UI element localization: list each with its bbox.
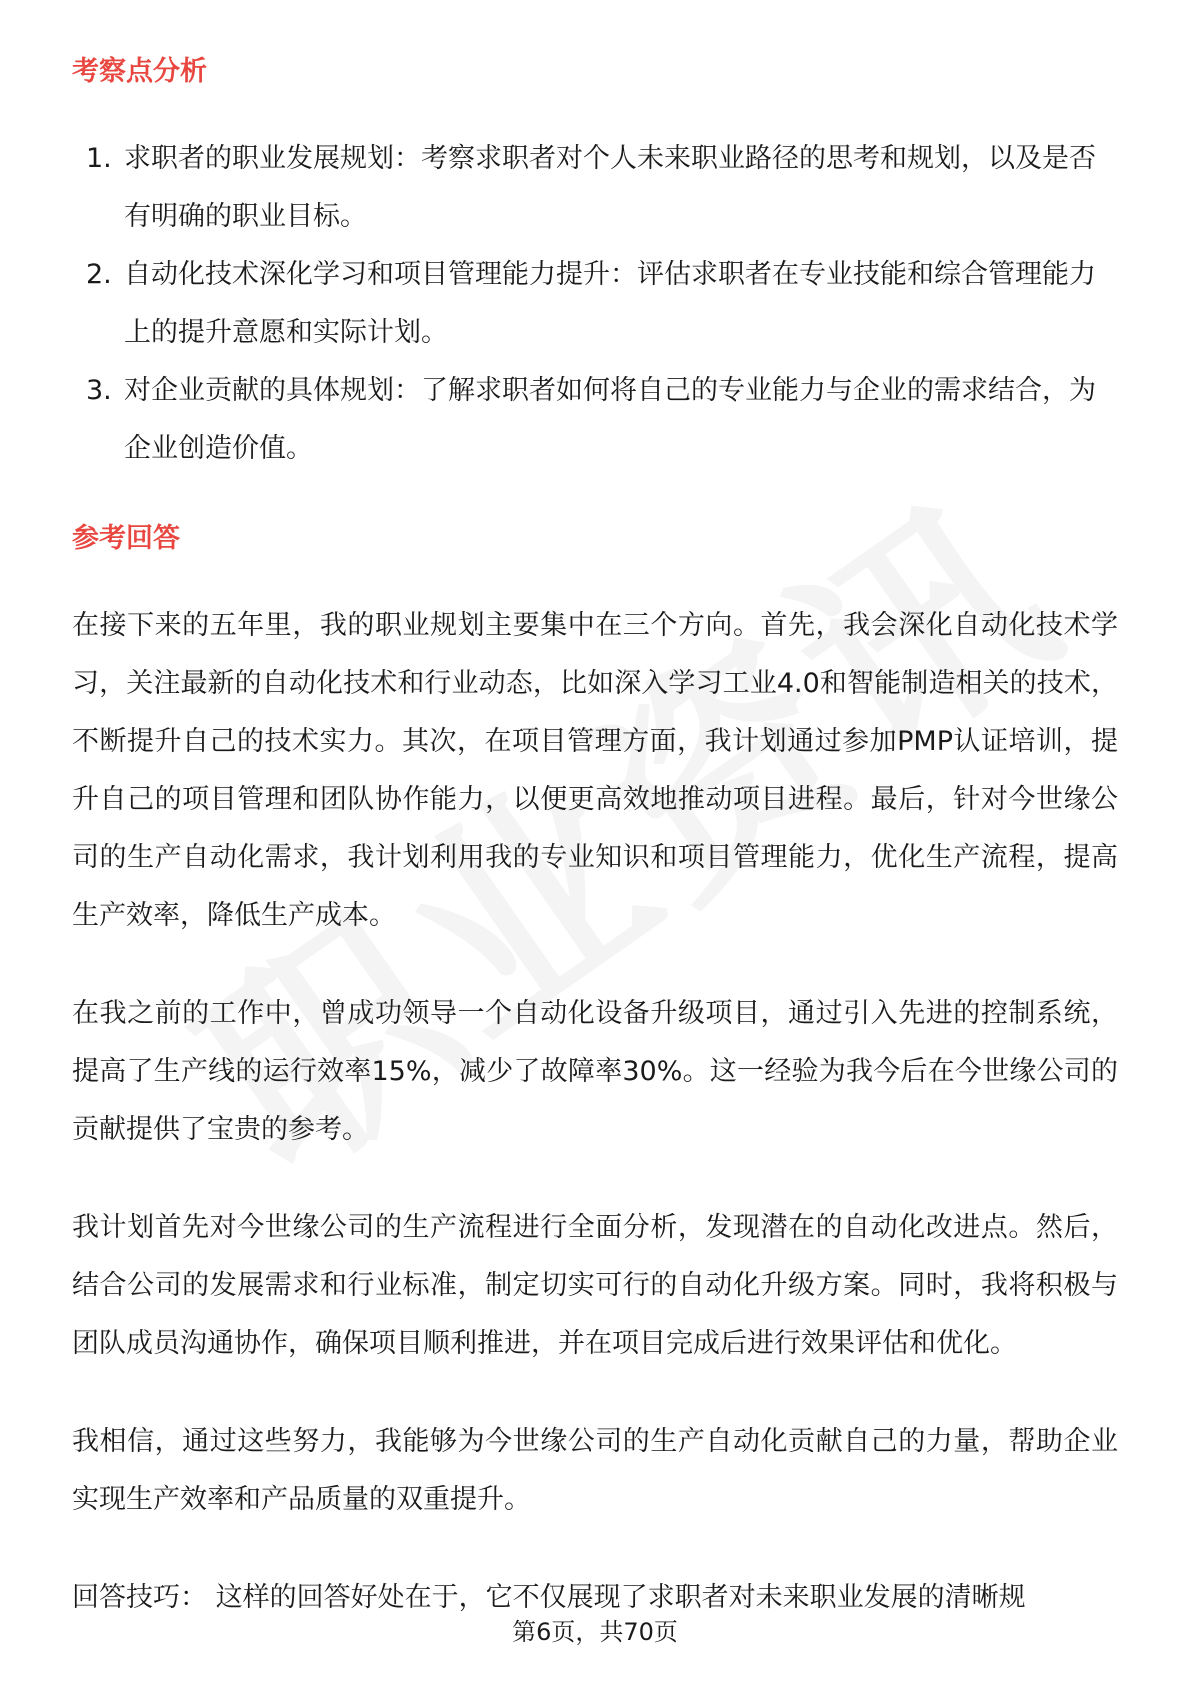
point-text: 求职者的职业发展规划：考察求职者对个人未来职业路径的思考和规划，以及是否有明确的职业目标。 xyxy=(124,143,1096,232)
point-number: 2. xyxy=(86,259,112,290)
answer-tip: 回答技巧： 这样的回答好处在于，它不仅展现了求职者对未来职业发展的清晰规 xyxy=(72,1582,1026,1613)
analysis-point xyxy=(72,362,1118,478)
answer-paragraph: 在我之前的工作中，曾成功领导一个自动化设备升级项目，通过引入先进的控制系统，提高了生产线的运行效率15%，减少了故障率30%。这一经验为我今后在今世缘公司的贡献提供了宝贵的参考。 xyxy=(72,998,1118,1145)
analysis-points-list xyxy=(72,130,1118,478)
point-number: 3. xyxy=(86,375,112,406)
section-title-analysis: 考察点分析 xyxy=(72,56,207,87)
answer-paragraph: 我计划首先对今世缘公司的生产流程进行全面分析，发现潜在的自动化改进点。然后，结合公司的发展需求和行业标准，制定切实可行的自动化升级方案。同时，我将积极与团队成员沟通协作，确保项目顺利推进，并在项目完成后进行效果评估和优化。 xyxy=(72,1212,1118,1359)
point-number: 1. xyxy=(86,143,112,174)
point-text: 自动化技术深化学习和项目管理能力提升：评估求职者在专业技能和综合管理能力上的提升意愿和实际计划。 xyxy=(124,259,1096,348)
point-text: 对企业贡献的具体规划：了解求职者如何将自己的专业能力与企业的需求结合，为企业创造价值。 xyxy=(124,375,1096,464)
page-number: 第6页，共70页 xyxy=(512,1618,678,1646)
reference-answer xyxy=(72,597,1118,1627)
analysis-point xyxy=(72,246,1118,362)
answer-paragraph: 在接下来的五年里，我的职业规划主要集中在三个方向。首先，我会深化自动化技术学习，关注最新的自动化技术和行业动态，比如深入学习工业4.0和智能制造相关的技术，不断提升自己的技术实力。其次，在项目管理方面，我计划通过参加PMP认证培训，提升自己的项目管理和团队协作能力，以便更高效地推动项目进程。最后，针对今世缘公司的生产自动化需求，我计划利用我的专业知识和项目管理能力，优化生产流程，提高生产效率，降低生产成本。 xyxy=(72,610,1118,931)
answer-paragraph: 我相信，通过这些努力，我能够为今世缘公司的生产自动化贡献自己的力量，帮助企业实现生产效率和产品质量的双重提升。 xyxy=(72,1426,1118,1515)
section-title-reference-answer: 参考回答 xyxy=(72,523,180,554)
analysis-point xyxy=(72,130,1118,246)
